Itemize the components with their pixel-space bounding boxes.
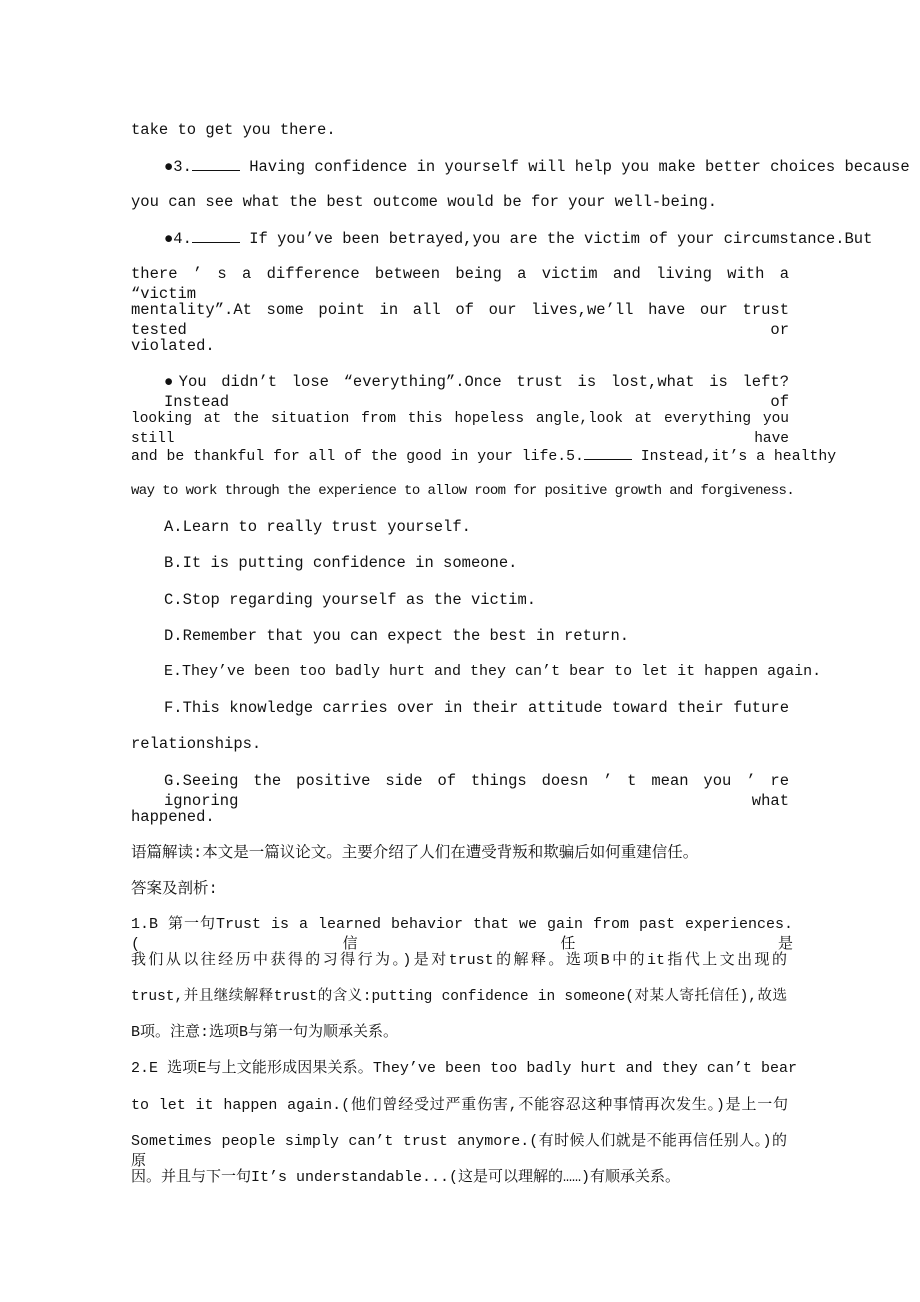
question-text: Instead,it’s a healthy [631, 449, 837, 465]
passage-line: mentality”.At some point in all of our lives,we’ll have our trust tested or [131, 301, 789, 339]
answer-2-line: Sometimes people simply can’t trust anymore.(有时候人们就是不能再信任别人。)的原 [131, 1133, 787, 1170]
answer-1-line: 1.B 第一句Trust is a learned behavior that we gain from past experiences.(信任是 [131, 916, 793, 953]
passage-line: ●You didn’t lose “everything”.Once trust is lost,what is left? Instead of [164, 373, 789, 411]
option-c: C.Stop regarding yourself as the victim. [164, 591, 537, 609]
question-3 [164, 156, 910, 176]
option-e: E.They’ve been too badly hurt and they can’t bear to let it happen again. [164, 663, 822, 680]
answer-1-line: B项。注意:选项B与第一句为顺承关系。 [131, 1024, 399, 1041]
passage-line: you can see what the best outcome would be for your well-being. [131, 193, 717, 211]
answer-blank-4[interactable] [192, 228, 240, 243]
answer-blank-3[interactable] [192, 156, 240, 171]
answer-2-line: 因。并且与下一句It’s understandable...(这是可以理解的……)有顺承关系。 [131, 1169, 681, 1186]
answer-2-line: 2.E 选项E与上文能形成因果关系。They’ve been too badly hurt and they can’t bear [131, 1060, 797, 1077]
question-number: ●4. [164, 230, 192, 248]
option-f: F.This knowledge carries over in their attitude toward their future [164, 699, 789, 717]
passage-line: way to work through the experience to allow room for positive growth and forgiveness. [131, 483, 795, 499]
answer-1-line: trust,并且继续解释trust的含义:putting confidence in someone(对某人寄托信任),故选 [131, 989, 787, 1005]
option-b: B.It is putting confidence in someone. [164, 554, 518, 572]
analysis-heading: 答案及剖析: [131, 880, 218, 898]
option-d: D.Remember that you can expect the best in return. [164, 627, 630, 645]
option-a: A.Learn to really trust yourself. [164, 518, 471, 536]
option-f-cont: relationships. [131, 735, 262, 753]
passage-line: violated. [131, 337, 215, 355]
answer-2-line: to let it happen again.(他们曾经受过严重伤害,不能容忍这种事情再次发生。)是上一句 [131, 1097, 788, 1114]
passage-line: there ’ s a difference between being a victim and living with a “victim [131, 265, 789, 303]
question-4 [164, 228, 872, 248]
passage-line: looking at the situation from this hopeless angle,look at everything you still have [131, 411, 789, 447]
question-text: Having confidence in yourself will help you make better choices because [239, 158, 910, 176]
question-number: ●3. [164, 158, 192, 176]
option-g-cont: happened. [131, 808, 215, 826]
question-text: If you’ve been betrayed,you are the victim of your circumstance.But [239, 230, 873, 248]
passage-line: take to get you there. [131, 121, 336, 139]
answer-1-line: 我们从以往经历中获得的习得行为。)是对trust的解释。选项B中的it指代上文出现的 [131, 952, 787, 969]
option-g: G.Seeing the positive side of things doesn ’ t mean you ’ re ignoring what [164, 772, 789, 810]
question-text: and be thankful for all of the good in your life.5. [131, 449, 584, 465]
question-5 [131, 445, 836, 465]
answer-blank-5[interactable] [584, 445, 632, 460]
passage-summary: 语篇解读:本文是一篇议论文。主要介绍了人们在遭受背叛和欺骗后如何重建信任。 [131, 844, 699, 862]
